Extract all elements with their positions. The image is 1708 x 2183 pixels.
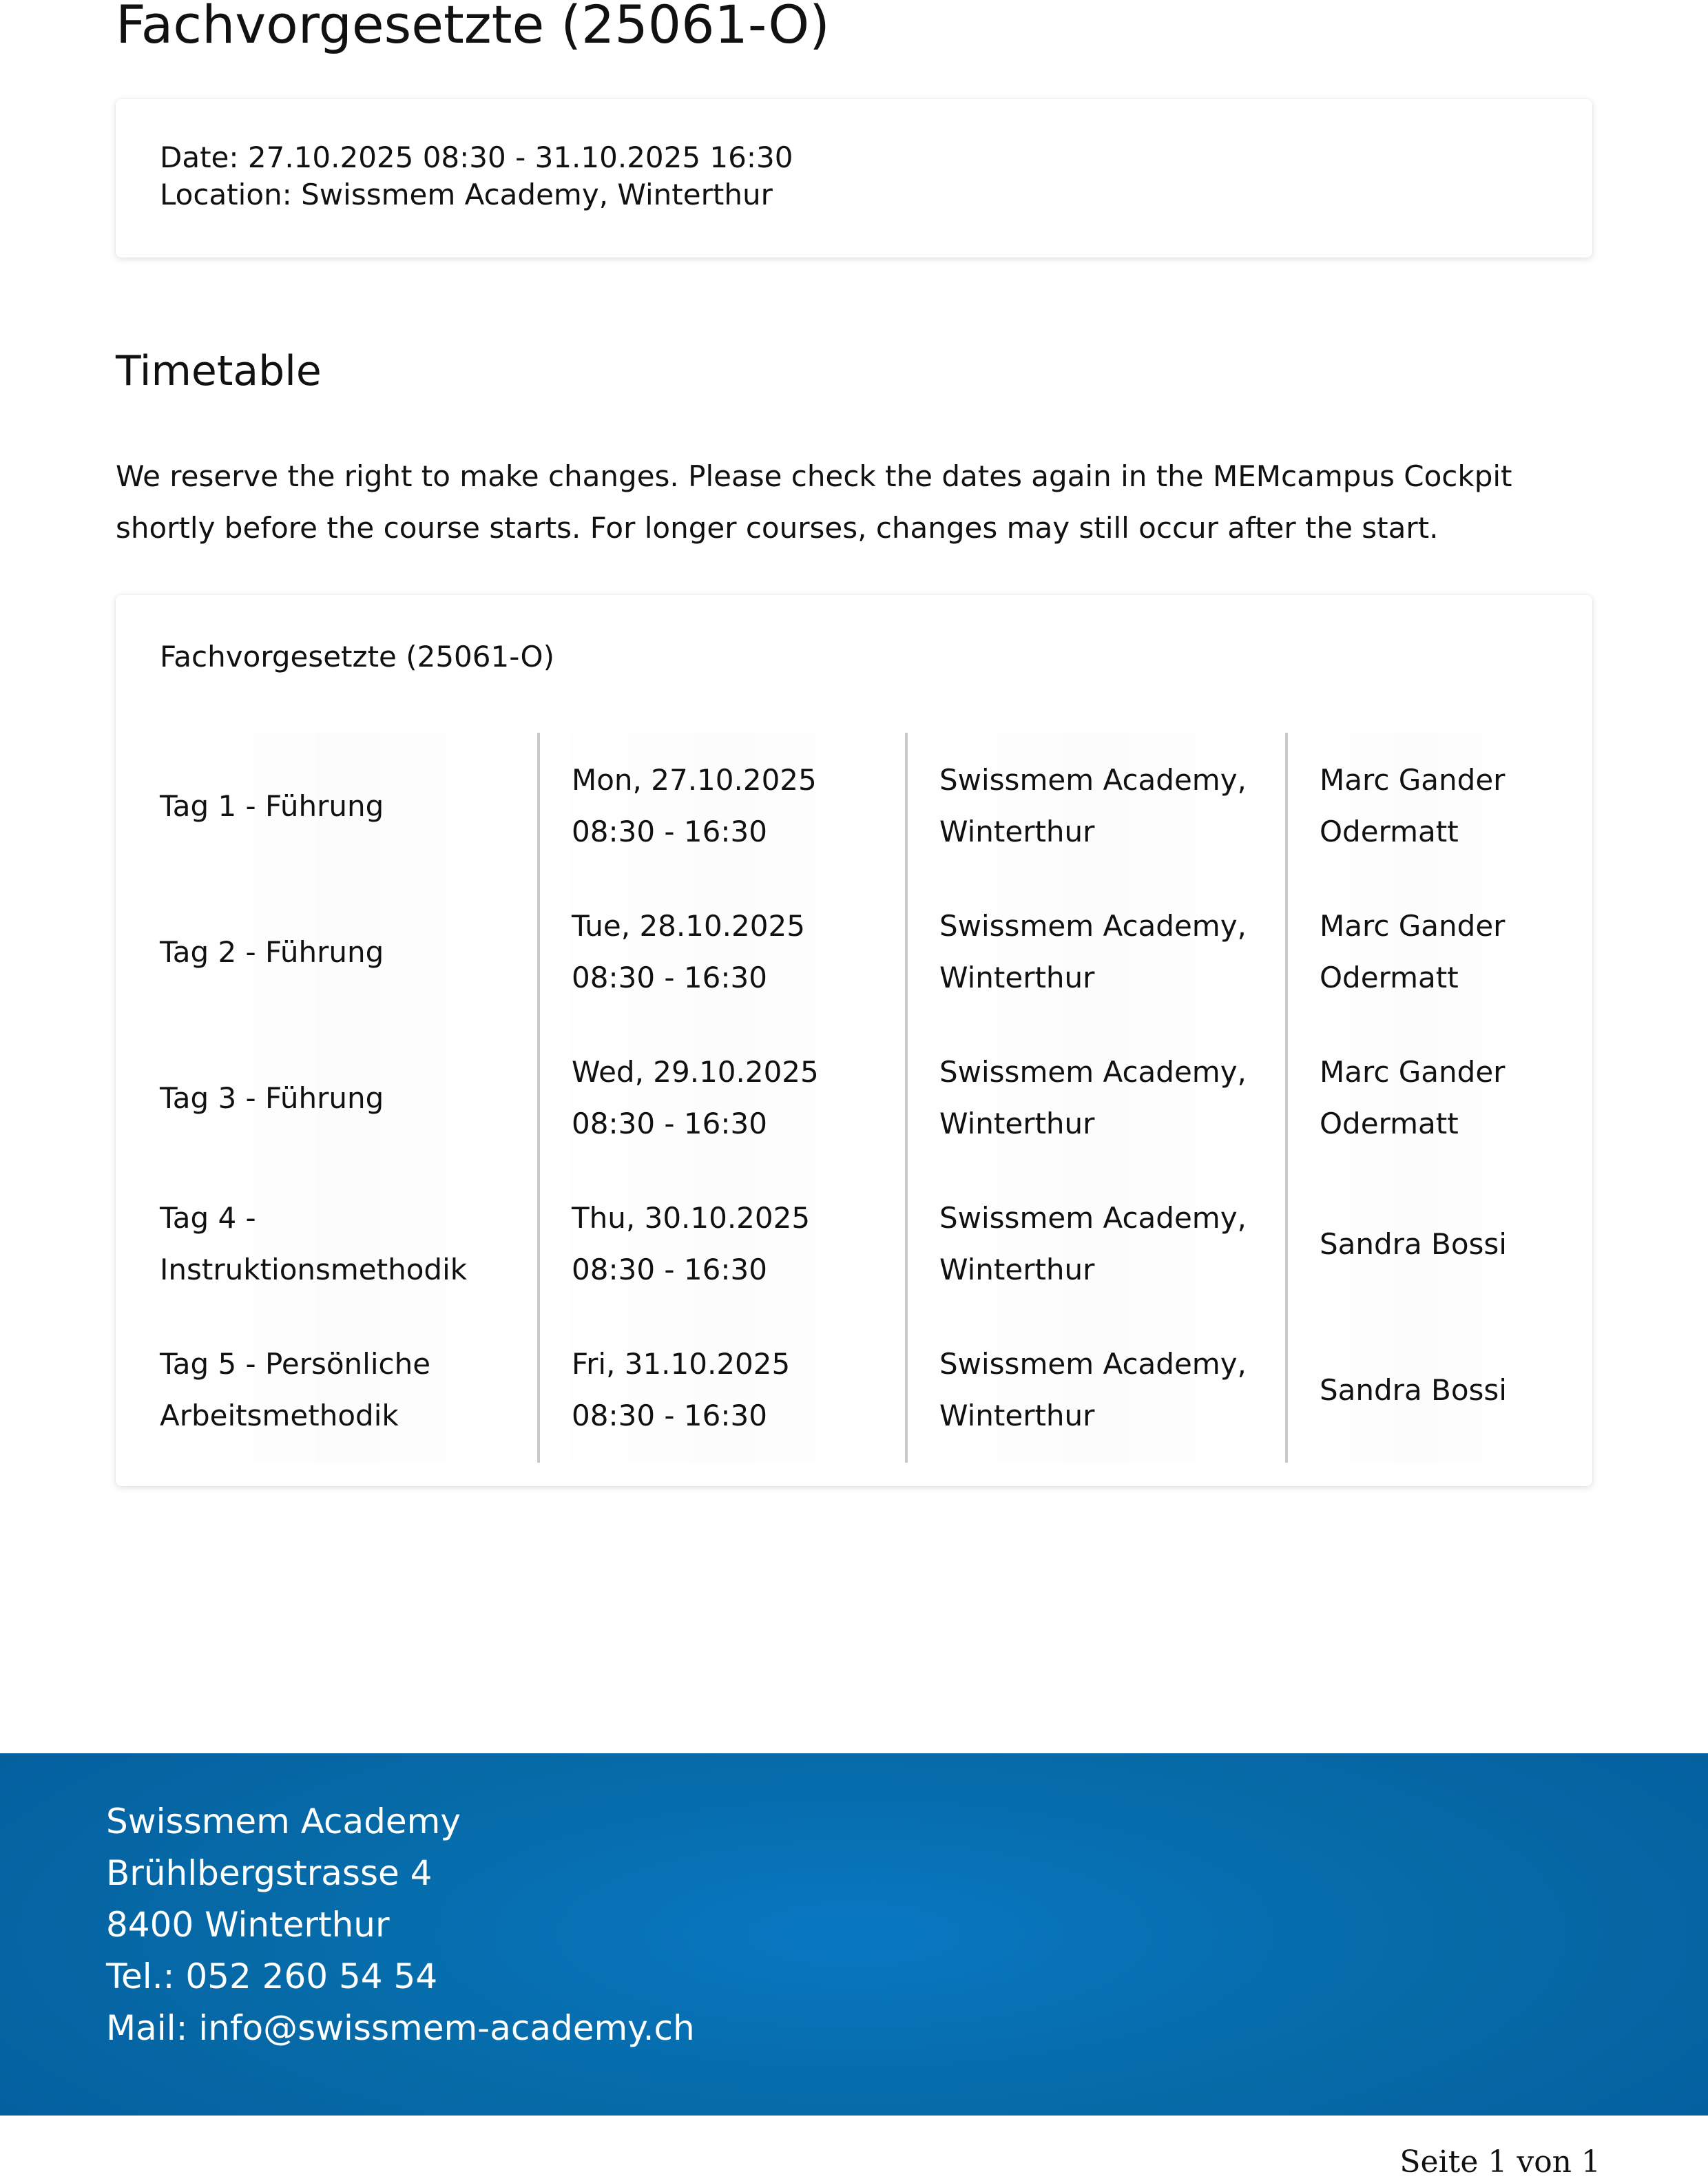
page-title: Fachvorgesetzte (25061-O) bbox=[116, 0, 830, 55]
session-instructor-line: Marc Gander bbox=[1320, 763, 1506, 797]
timetable-notice: We reserve the right to make changes. Please check the dates again in the MEMcampus Cockpit shortly before the course starts. For longer courses, changes may still occur after the start. bbox=[116, 459, 1512, 545]
footer-street: Brühlbergstrasse 4 bbox=[106, 1853, 433, 1893]
timetable-course-title: Fachvorgesetzte (25061-O) bbox=[160, 640, 554, 673]
session-location-line: Swissmem Academy, bbox=[939, 1055, 1247, 1089]
footer-phone: Tel.: 052 260 54 54 bbox=[106, 1956, 438, 1996]
session-location bbox=[906, 733, 1287, 879]
session-location bbox=[906, 1171, 1287, 1317]
session-name-line: Tag 1 - Führung bbox=[160, 788, 384, 823]
session-name-line: Tag 5 - Persönliche bbox=[160, 1347, 431, 1381]
session-location-line: Winterthur bbox=[939, 1253, 1095, 1286]
footer-organization: Swissmem Academy bbox=[106, 1801, 461, 1841]
session-instructor bbox=[1287, 1171, 1543, 1317]
session-time: 08:30 - 16:30 bbox=[572, 1107, 767, 1140]
timetable-heading: Timetable bbox=[116, 347, 322, 395]
session-date: Thu, 30.10.2025 bbox=[572, 1201, 811, 1235]
session-name bbox=[160, 733, 539, 879]
session-instructor bbox=[1287, 879, 1543, 1025]
session-time: 08:30 - 16:30 bbox=[572, 1253, 767, 1286]
session-date: Fri, 31.10.2025 bbox=[572, 1347, 791, 1381]
session-location-line: Winterthur bbox=[939, 815, 1095, 848]
session-date: Mon, 27.10.2025 bbox=[572, 763, 817, 797]
timetable-table bbox=[160, 733, 1543, 1463]
table-row bbox=[160, 1025, 1543, 1171]
session-datetime bbox=[539, 879, 906, 1025]
footer-city: 8400 Winterthur bbox=[106, 1905, 390, 1945]
course-info-card bbox=[116, 99, 1592, 258]
session-name-line: Tag 4 - bbox=[160, 1201, 256, 1235]
footer-mail: Mail: info@swissmem-academy.ch bbox=[106, 2008, 695, 2048]
session-location-line: Swissmem Academy, bbox=[939, 1347, 1247, 1381]
session-instructor bbox=[1287, 1025, 1543, 1171]
session-name-line: Instruktionsmethodik bbox=[160, 1253, 468, 1286]
footer-address bbox=[106, 1796, 695, 2054]
session-name bbox=[160, 1317, 539, 1463]
session-location bbox=[906, 1317, 1287, 1463]
session-time: 08:30 - 16:30 bbox=[572, 1399, 767, 1432]
session-location-line: Swissmem Academy, bbox=[939, 909, 1247, 943]
course-date: Date: 27.10.2025 08:30 - 31.10.2025 16:30 bbox=[160, 140, 793, 174]
session-date: Wed, 29.10.2025 bbox=[572, 1055, 819, 1089]
table-row bbox=[160, 1171, 1543, 1317]
session-time: 08:30 - 16:30 bbox=[572, 815, 767, 848]
session-location-line: Swissmem Academy, bbox=[939, 1201, 1247, 1235]
session-name bbox=[160, 1025, 539, 1171]
table-row bbox=[160, 733, 1543, 879]
session-datetime bbox=[539, 1317, 906, 1463]
session-location bbox=[906, 879, 1287, 1025]
session-location bbox=[906, 1025, 1287, 1171]
session-instructor-line: Sandra Bossi bbox=[1320, 1226, 1507, 1261]
page-number: Seite 1 von 1 bbox=[1399, 2144, 1601, 2180]
session-name bbox=[160, 1171, 539, 1317]
table-row bbox=[160, 879, 1543, 1025]
session-time: 08:30 - 16:30 bbox=[572, 961, 767, 994]
timetable-card bbox=[116, 595, 1592, 1486]
session-date: Tue, 28.10.2025 bbox=[572, 909, 805, 943]
session-location-line: Winterthur bbox=[939, 1107, 1095, 1140]
session-datetime bbox=[539, 733, 906, 879]
session-name-line: Tag 3 - Führung bbox=[160, 1080, 384, 1115]
session-name-line: Arbeitsmethodik bbox=[160, 1399, 399, 1432]
session-instructor-line: Marc Gander bbox=[1320, 1055, 1506, 1089]
session-instructor-line: Odermatt bbox=[1320, 815, 1459, 848]
session-instructor-line: Sandra Bossi bbox=[1320, 1372, 1507, 1407]
table-row bbox=[160, 1317, 1543, 1463]
session-instructor bbox=[1287, 1317, 1543, 1463]
session-datetime bbox=[539, 1025, 906, 1171]
footer bbox=[0, 1753, 1708, 2116]
session-location-line: Winterthur bbox=[939, 1399, 1095, 1432]
session-name bbox=[160, 879, 539, 1025]
session-name-line: Tag 2 - Führung bbox=[160, 934, 384, 969]
session-location-line: Winterthur bbox=[939, 961, 1095, 994]
session-instructor-line: Odermatt bbox=[1320, 1107, 1459, 1140]
session-datetime bbox=[539, 1171, 906, 1317]
session-location-line: Swissmem Academy, bbox=[939, 763, 1247, 797]
session-instructor bbox=[1287, 733, 1543, 879]
course-location: Location: Swissmem Academy, Winterthur bbox=[160, 178, 773, 211]
session-instructor-line: Marc Gander bbox=[1320, 909, 1506, 943]
session-instructor-line: Odermatt bbox=[1320, 961, 1459, 994]
